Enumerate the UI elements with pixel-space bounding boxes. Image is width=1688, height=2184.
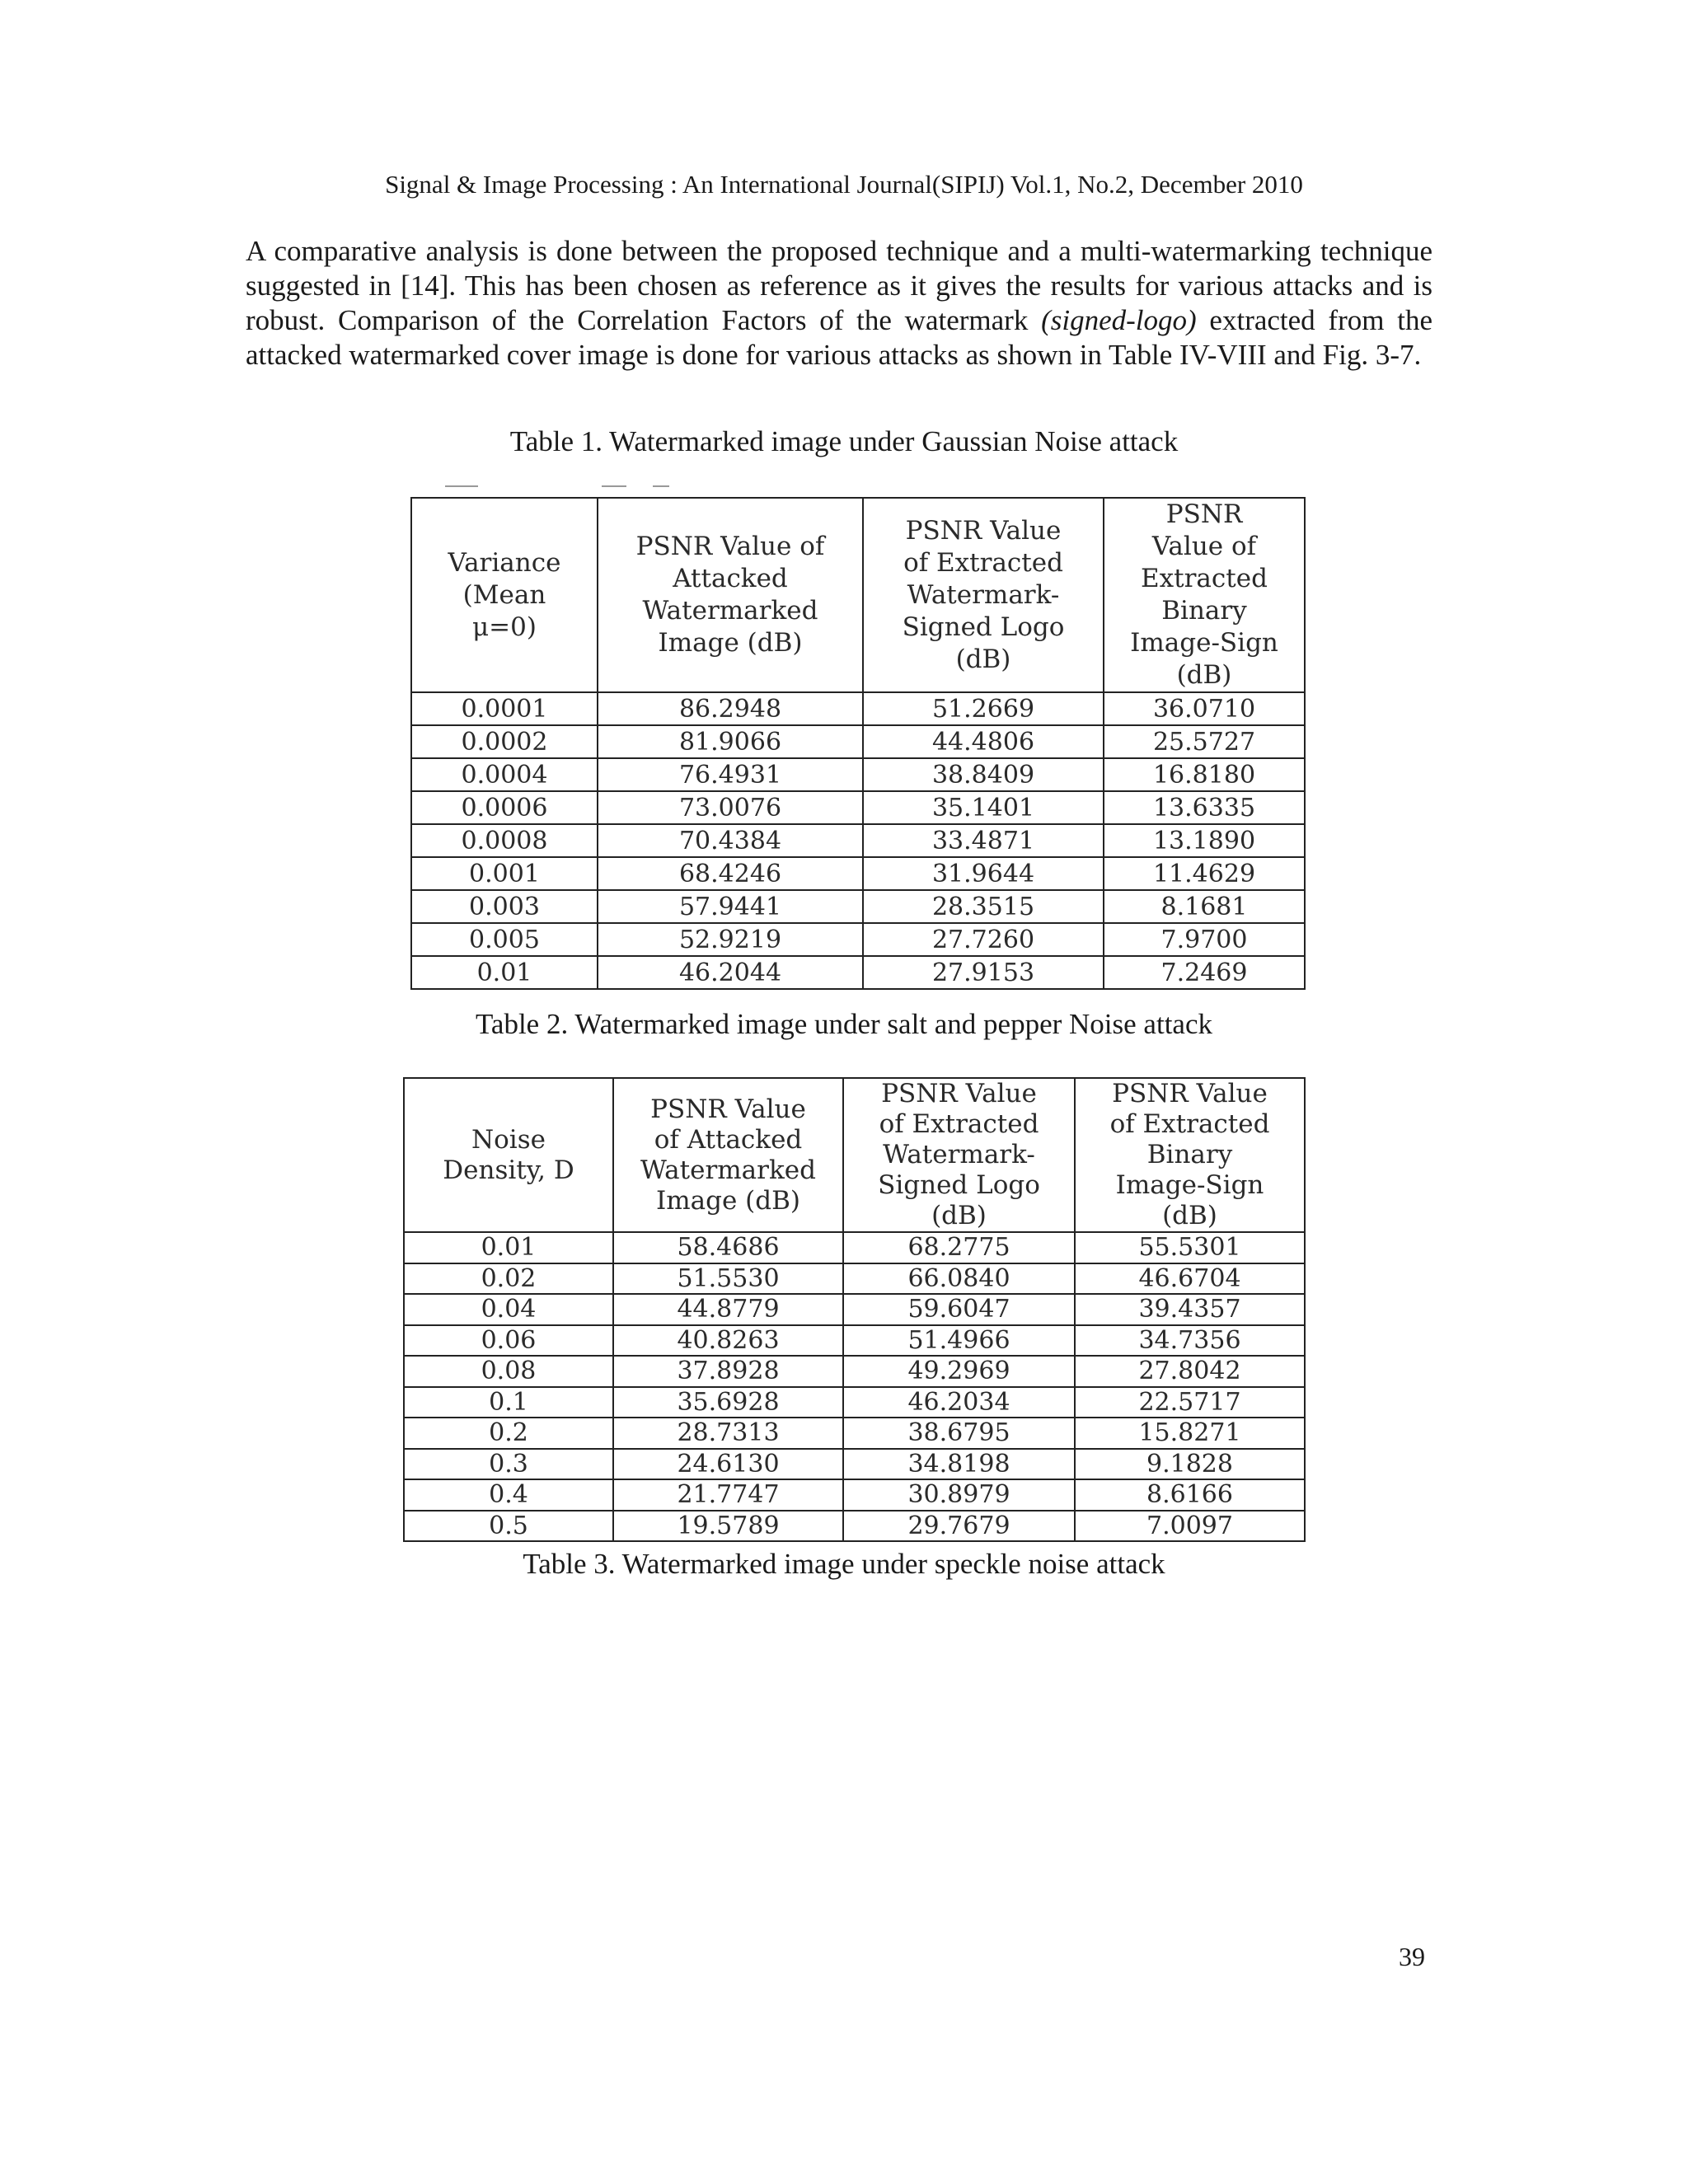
table3-caption: Table 3. Watermarked image under speckle noise attack	[523, 1548, 1165, 1580]
table-header-row	[404, 1078, 1305, 1232]
table-cell: 34.8198	[843, 1449, 1075, 1480]
table-cell: 34.7356	[1075, 1325, 1305, 1357]
table-cell: 36.0710	[1104, 692, 1305, 725]
table-cell: 76.4931	[598, 758, 863, 791]
table-cell: 7.2469	[1104, 956, 1305, 989]
table-row	[404, 1294, 1305, 1325]
table-row	[404, 1387, 1305, 1418]
table-cell: 0.003	[411, 890, 598, 923]
table-cell: 8.1681	[1104, 890, 1305, 923]
header-cell: PSNR Value of Extracted Binary Image-Sign (dB)	[1075, 1078, 1305, 1232]
table2-salt-pepper-noise	[403, 1077, 1306, 1542]
table-row	[411, 923, 1305, 956]
table-cell: 15.8271	[1075, 1418, 1305, 1449]
table-cell: 0.04	[404, 1294, 613, 1325]
table-cell: 49.2969	[843, 1356, 1075, 1387]
table-cell: 46.2034	[843, 1387, 1075, 1418]
table-cell: 55.5301	[1075, 1232, 1305, 1263]
table-cell: 0.0008	[411, 824, 598, 857]
table-cell: 27.9153	[863, 956, 1104, 989]
table-cell: 0.5	[404, 1511, 613, 1542]
paragraph-text-end: extracted from the attacked watermarked cover image is done for various attacks as shown in Table IV-VIII and Fig. 3-7.	[246, 304, 1432, 371]
header-cell: Noise Density, D	[404, 1078, 613, 1232]
table-cell: 51.2669	[863, 692, 1104, 725]
table-cell: 24.6130	[613, 1449, 843, 1480]
table-cell: 13.1890	[1104, 824, 1305, 857]
table-cell: 66.0840	[843, 1263, 1075, 1295]
table-cell: 33.4871	[863, 824, 1104, 857]
table-row	[404, 1263, 1305, 1295]
table-cell: 70.4384	[598, 824, 863, 857]
table-cell: 0.0006	[411, 791, 598, 824]
table-cell: 8.6166	[1075, 1479, 1305, 1511]
table-cell: 11.4629	[1104, 857, 1305, 890]
table1-gaussian-noise	[410, 497, 1306, 990]
table-row	[411, 725, 1305, 758]
table-cell: 19.5789	[613, 1511, 843, 1542]
table-cell: 73.0076	[598, 791, 863, 824]
table-cell: 16.8180	[1104, 758, 1305, 791]
table-header-row	[411, 498, 1305, 692]
table1-caption: Table 1. Watermarked image under Gaussian Noise attack	[509, 425, 1179, 457]
table2-caption: Table 2. Watermarked image under salt and pepper Noise attack	[475, 1008, 1212, 1040]
header-cell: PSNR Value of Attacked Watermarked Image (dB)	[598, 498, 863, 692]
table-cell: 0.08	[404, 1356, 613, 1387]
table-cell: 0.01	[404, 1232, 613, 1263]
scan-artifact-mark	[445, 484, 692, 489]
table-row	[411, 824, 1305, 857]
table-cell: 81.9066	[598, 725, 863, 758]
page-number: 39	[1399, 1942, 1425, 1971]
table-cell: 22.5717	[1075, 1387, 1305, 1418]
table-cell: 29.7679	[843, 1511, 1075, 1542]
table-cell: 0.3	[404, 1449, 613, 1480]
header-cell: PSNR Value of Extracted Binary Image-Sign (dB)	[1104, 498, 1305, 692]
table-cell: 35.6928	[613, 1387, 843, 1418]
table-cell: 38.8409	[863, 758, 1104, 791]
running-header: Signal & Image Processing : An International Journal(SIPIJ) Vol.1, No.2, December 2010	[385, 170, 1303, 199]
table-row	[411, 956, 1305, 989]
table-row	[411, 890, 1305, 923]
table-cell: 35.1401	[863, 791, 1104, 824]
table-row	[411, 857, 1305, 890]
body-paragraph	[246, 234, 1432, 373]
table-row	[404, 1511, 1305, 1542]
paragraph-text-start: A comparative analysis is done between the proposed technique and a multi-watermarking technique suggested in [14]. This has been chosen as reference as it gives the results for various attacks and is robust. Comparison of the Correlation Factors of the watermark	[246, 235, 1432, 336]
table-cell: 51.5530	[613, 1263, 843, 1295]
table-cell: 25.5727	[1104, 725, 1305, 758]
table-cell: 0.1	[404, 1387, 613, 1418]
table-cell: 0.001	[411, 857, 598, 890]
table-cell: 40.8263	[613, 1325, 843, 1357]
table-cell: 44.8779	[613, 1294, 843, 1325]
table-cell: 0.4	[404, 1479, 613, 1511]
header-cell: PSNR Value of Attacked Watermarked Image (dB)	[613, 1078, 843, 1232]
table-row	[411, 758, 1305, 791]
table-cell: 39.4357	[1075, 1294, 1305, 1325]
header-cell: Variance (Mean μ=0)	[411, 498, 598, 692]
table-cell: 0.005	[411, 923, 598, 956]
table-cell: 68.4246	[598, 857, 863, 890]
table-cell: 21.7747	[613, 1479, 843, 1511]
table-cell: 27.7260	[863, 923, 1104, 956]
table-cell: 86.2948	[598, 692, 863, 725]
table-cell: 28.3515	[863, 890, 1104, 923]
header-cell: PSNR Value of Extracted Watermark- Signed Logo (dB)	[863, 498, 1104, 692]
table-row	[404, 1232, 1305, 1263]
table-cell: 38.6795	[843, 1418, 1075, 1449]
table-cell: 7.9700	[1104, 923, 1305, 956]
table-cell: 7.0097	[1075, 1511, 1305, 1542]
table-cell: 0.0002	[411, 725, 598, 758]
table-cell: 27.8042	[1075, 1356, 1305, 1387]
table-cell: 13.6335	[1104, 791, 1305, 824]
table-cell: 57.9441	[598, 890, 863, 923]
paragraph-italic-term: (signed-logo)	[1041, 304, 1197, 336]
table-cell: 59.6047	[843, 1294, 1075, 1325]
table-cell: 30.8979	[843, 1479, 1075, 1511]
table-cell: 9.1828	[1075, 1449, 1305, 1480]
table-row	[404, 1325, 1305, 1357]
table-cell: 37.8928	[613, 1356, 843, 1387]
table-cell: 0.01	[411, 956, 598, 989]
table-cell: 0.02	[404, 1263, 613, 1295]
table-cell: 0.2	[404, 1418, 613, 1449]
table-cell: 52.9219	[598, 923, 863, 956]
table-cell: 0.0001	[411, 692, 598, 725]
table-cell: 0.0004	[411, 758, 598, 791]
table-cell: 0.06	[404, 1325, 613, 1357]
table-row	[411, 791, 1305, 824]
table-cell: 58.4686	[613, 1232, 843, 1263]
table-row	[404, 1418, 1305, 1449]
table-row	[411, 692, 1305, 725]
table-row	[404, 1479, 1305, 1511]
table-cell: 51.4966	[843, 1325, 1075, 1357]
table-cell: 28.7313	[613, 1418, 843, 1449]
table-row	[404, 1356, 1305, 1387]
table-cell: 31.9644	[863, 857, 1104, 890]
table-row	[404, 1449, 1305, 1480]
table-cell: 46.6704	[1075, 1263, 1305, 1295]
header-cell: PSNR Value of Extracted Watermark- Signed Logo (dB)	[843, 1078, 1075, 1232]
table-cell: 44.4806	[863, 725, 1104, 758]
table-cell: 68.2775	[843, 1232, 1075, 1263]
table-cell: 46.2044	[598, 956, 863, 989]
